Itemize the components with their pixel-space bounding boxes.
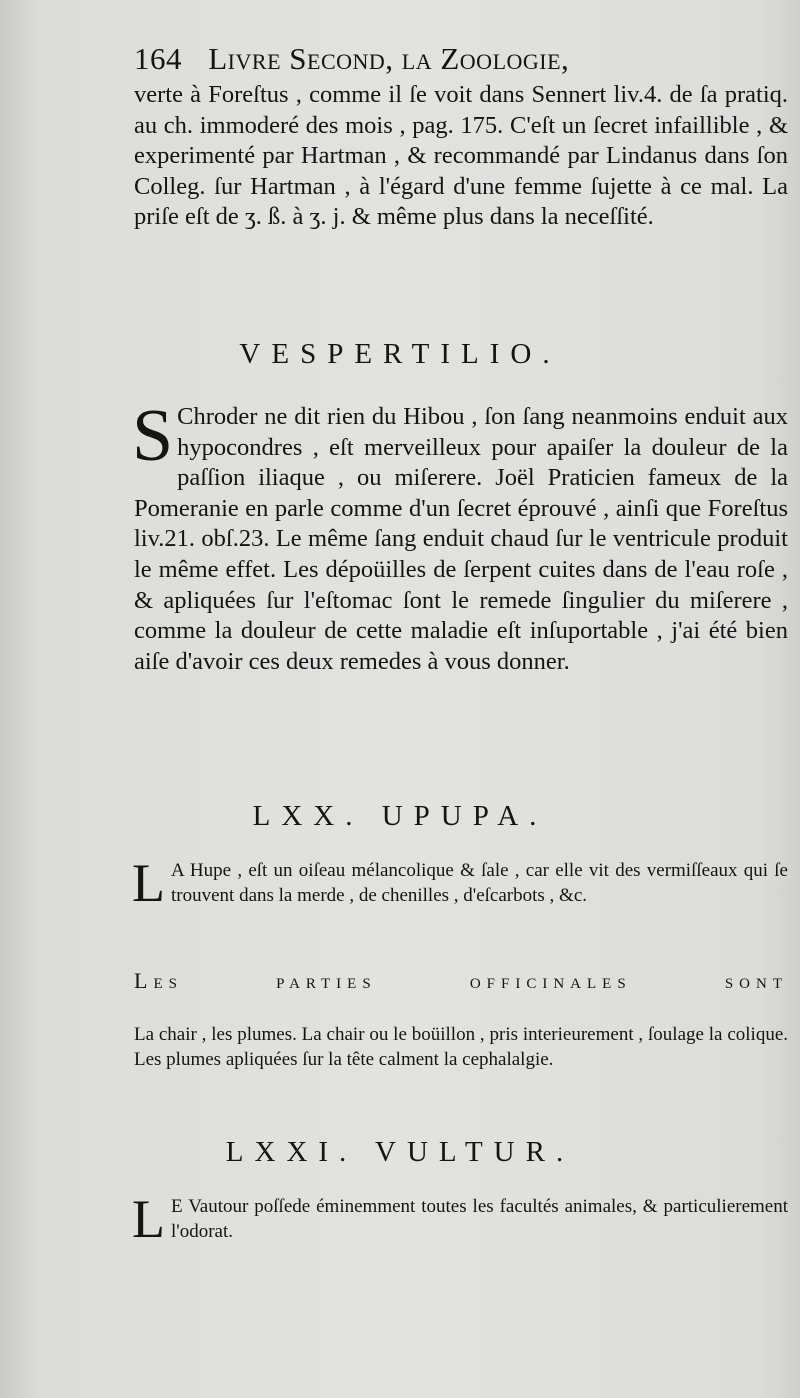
- opening-paragraph: verte à Foreſtus , comme il ſe voit dans Sennert liv.4. de ſa pratiq. au ch. immoderé des mois , pag. 175. C'eſt un ſecret infaillible , & experimenté par Hartman , & recommandé par Lindanus dans ſon Colleg. ſur Hartman , à l'égard d'une femme ſujette à ce mal. La priſe eſt de ʒ. ß. à ʒ. j. & même plus dans la neceſſité.: [134, 81, 788, 231]
- officinal-parts-text: [134, 1022, 788, 1072]
- officinal-parts-heading-wrap: [134, 968, 788, 994]
- dropcap-l-vultur: L: [132, 1189, 165, 1249]
- vespertilio-text: [132, 395, 788, 677]
- running-header: [134, 42, 794, 76]
- section-title-vespertilio: VESPERTILIO.: [239, 338, 561, 370]
- running-title: Livre Second, la Zoologie,: [208, 41, 570, 76]
- officinal-parts-heading: Les parties officinales sont: [134, 968, 788, 993]
- page-number: 164: [134, 41, 182, 76]
- vespertilio-paragraph: Chroder ne dit rien du Hibou , ſon ſang neanmoins enduit aux hypocondres , eſt merveilleux pour apaiſer la douleur de la paſſion iliaque , ou miſerere. Joël Praticien fameux de la Pomeranie en parle comme d'un ſecret éprouvé , ainſi que Foreſtus liv.21. obſ.23. Le même ſang enduit chaud ſur le ventricule produit le même effet. Les dépoüilles de ſerpent cuites dans de l'eau roſe , & apliquées ſur l'eſtomac ſont le remede ſingulier du miſerere , comme la douleur de cette maladie eſt inſuportable , j'ai été bien aiſe d'avoir ces deux remedes à vous donner.: [134, 403, 788, 675]
- section-title-vultur: LXXI. VULTUR.: [225, 1136, 575, 1168]
- officinal-parts-paragraph: La chair , les plumes. La chair ou le boüillon , pris interieurement , ſoulage la colique. Les plumes apliquées ſur la tête calment la cephalalgie.: [134, 1024, 788, 1070]
- opening-text: [134, 80, 788, 233]
- vultur-paragraph: E Vautour poſſede éminemment toutes les facultés animales, & particulierement l'odorat.: [171, 1196, 788, 1242]
- dropcap-s: S: [132, 395, 174, 477]
- upupa-text: [132, 853, 788, 913]
- upupa-paragraph: A Hupe , eſt un oiſeau mélancolique & ſale , car elle vit des vermiſſeaux qui ſe trouvent dans la merde , de chenilles , d'eſcarbots , &c.: [171, 860, 788, 906]
- section-title-upupa: LXX. UPUPA.: [252, 800, 548, 832]
- vultur-text: [132, 1189, 788, 1249]
- dropcap-l: L: [132, 853, 165, 913]
